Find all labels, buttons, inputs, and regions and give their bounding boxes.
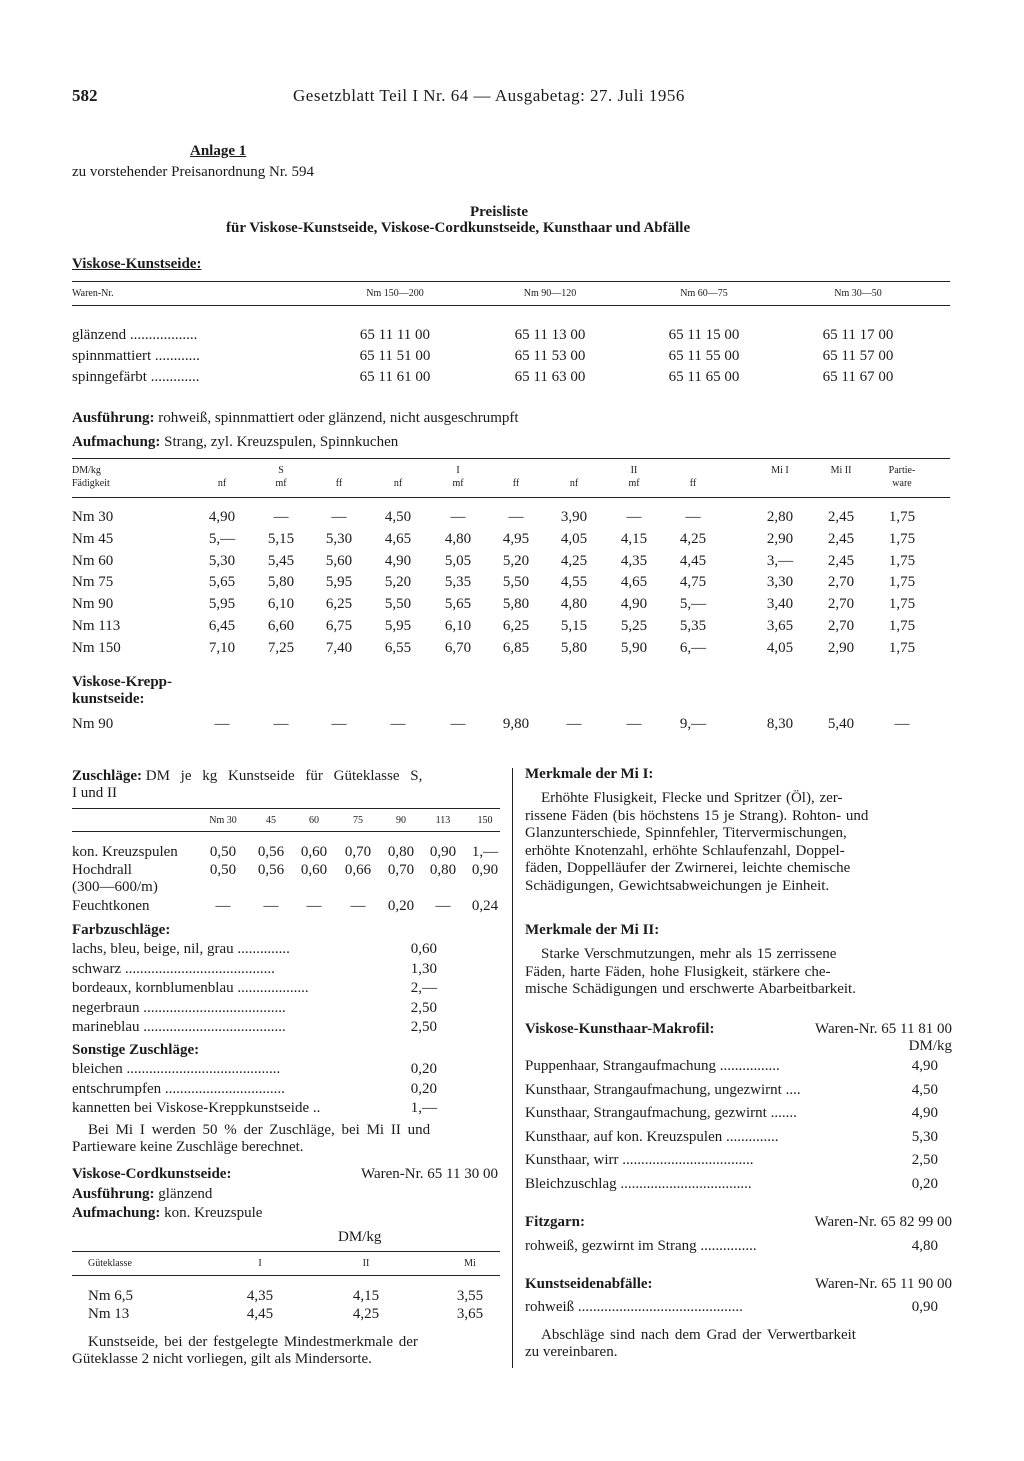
- table2-cell: 7,10: [208, 640, 236, 656]
- zuschlaege-cell: 0,66: [344, 862, 372, 878]
- table2-cell: 5,50: [502, 574, 530, 590]
- table2-cell: 2,45: [827, 509, 855, 525]
- table2-cell: —: [626, 509, 642, 525]
- table2-cell: 5,50: [384, 596, 412, 612]
- table2-cell: 4,25: [560, 553, 588, 569]
- aufmachung-text: Strang, zyl. Kreuzspulen, Spinnkuchen: [164, 434, 399, 450]
- zuschlaege-cell: 0,60: [300, 862, 328, 878]
- zuschlaege-note-2: Partieware keine Zuschläge berechnet.: [72, 1139, 304, 1155]
- table1-row-label: spinngefärbt .............: [72, 369, 200, 385]
- farbzuschlaege-heading: Farbzuschläge:: [72, 922, 171, 938]
- table2-cell: 5,80: [502, 596, 530, 612]
- cord-head-gueteklasse: Güteklasse: [88, 1258, 132, 1269]
- table2-subheader: ff: [335, 478, 343, 489]
- farb-item-label: negerbraun ......................................: [72, 999, 286, 1016]
- zuschlaege-col-header: 75: [353, 815, 363, 826]
- table1-row-label: spinnmattiert ............: [72, 348, 200, 364]
- krepp-cell: 9,—: [679, 716, 707, 732]
- table2-cell: 5,—: [208, 531, 236, 547]
- cord-footnote-2: Güteklasse 2 nicht vorliegen, gilt als Mindersorte.: [72, 1351, 372, 1367]
- table2-head-mi1: Mi I: [771, 465, 789, 476]
- table2-cell: 4,15: [620, 531, 648, 547]
- zuschlaege-cell: 0,80: [429, 862, 457, 878]
- table1-cell: 65 11 67 00: [822, 369, 894, 385]
- ausfuehrung-label: Ausführung:: [72, 410, 155, 426]
- zuschlaege-cell: 0,90: [429, 844, 457, 860]
- zuschlaege-top-rule: [72, 808, 500, 809]
- zuschlaege-cell: 0,70: [344, 844, 372, 860]
- zuschlaege-heading-line2: I und II: [72, 785, 117, 801]
- table1-header-col2: Nm 90—120: [523, 288, 577, 299]
- table2-head-partie-2: ware: [892, 478, 912, 489]
- krepp-cell: 8,30: [766, 716, 794, 732]
- cord-cell: 3,65: [456, 1306, 484, 1322]
- table2-subheader: mf: [275, 478, 287, 489]
- table2-cell: 4,50: [384, 509, 412, 525]
- farb-item-value: 2,—: [410, 980, 437, 996]
- table2-cell: —: [685, 509, 701, 525]
- table1-cell: 65 11 65 00: [668, 369, 740, 385]
- table2-cell: 6,25: [325, 596, 353, 612]
- sonst-item-label: entschrumpfen ................................: [72, 1080, 285, 1097]
- ausfuehrung-line: [72, 410, 519, 427]
- table2-cell: 5,65: [208, 574, 236, 590]
- farb-item-label: lachs, bleu, beige, nil, grau ..............: [72, 941, 290, 957]
- zuschlaege-header-rule: [72, 831, 500, 832]
- table2-cell: 1,75: [888, 574, 916, 590]
- zuschlaege-cell: 0,50: [209, 844, 237, 860]
- zuschlaege-col-header: 60: [309, 815, 319, 826]
- table2-cell: 4,55: [560, 574, 588, 590]
- abfaelle-heading: Kunstseidenabfälle:: [525, 1276, 653, 1292]
- table2-cell: 1,75: [888, 531, 916, 547]
- zuschlaege-note-1: Bei Mi I werden 50 % der Zuschläge, bei Mi II und: [88, 1122, 431, 1138]
- zuschlaege-heading-label: Zuschläge:: [72, 768, 143, 784]
- fitzgarn-label: rohweiß, gezwirnt im Strang ...............: [525, 1238, 757, 1254]
- zuschlaege-cell: —: [350, 898, 366, 914]
- cord-footnote-1: Kunstseide, bei der festgelegte Mindestmerkmale der: [88, 1334, 418, 1350]
- table1-cell: 65 11 63 00: [514, 369, 586, 385]
- table2-cell: 5,05: [444, 553, 472, 569]
- cord-aufmachung-label: Aufmachung:: [72, 1205, 161, 1221]
- makro-item-label: Puppenhaar, Strangaufmachung ................: [525, 1058, 780, 1074]
- table2-cell: —: [273, 509, 289, 525]
- paragraph-line: erhöhte Knotenzahl, erhöhte Schlaufenzahl, Doppel-: [525, 842, 845, 859]
- paragraph-line: Glanzunterschiede, Spinnfehler, Titervermischungen,: [525, 825, 847, 841]
- table2-top-rule: [72, 458, 950, 459]
- table2-head-mi2: Mi II: [830, 465, 852, 476]
- zuschlaege-cell: 0,80: [387, 844, 415, 860]
- krepp-heading-1: Viskose-Krepp-: [72, 674, 173, 690]
- cord-ausfuehrung: [72, 1186, 212, 1203]
- zuschlaege-col-header: 45: [266, 815, 276, 826]
- makro-item-label: Bleichzuschlag ...................................: [525, 1175, 752, 1192]
- table2-subheader: nf: [217, 478, 227, 489]
- makro-item-value: 2,50: [911, 1152, 938, 1168]
- cord-cell: 4,45: [246, 1306, 274, 1322]
- table2-cell: 2,45: [827, 531, 855, 547]
- page-number: 582: [72, 86, 98, 105]
- zuschlaege-row-label: Hochdrall: [72, 862, 132, 878]
- table2-subheader: mf: [628, 478, 640, 489]
- table2-head-dmkg: DM/kg: [72, 465, 101, 476]
- table2-cell: 6,60: [267, 618, 295, 634]
- paragraph-line: Fäden, harte Fäden, hohe Flusigkeit, stärkere che-: [525, 963, 831, 980]
- zuschlaege-cell: —: [215, 898, 231, 914]
- table2-subheader: ff: [689, 478, 697, 489]
- table2-cell: 4,95: [502, 531, 530, 547]
- cord-unit: DM/kg: [338, 1229, 382, 1245]
- table1-cell: 65 11 61 00: [359, 369, 431, 385]
- table2-cell: 2,70: [827, 574, 855, 590]
- fitzgarn-heading: Fitzgarn:: [525, 1214, 585, 1230]
- zuschlaege-cell: 0,90: [471, 862, 499, 878]
- table2-cell: 4,65: [384, 531, 412, 547]
- table2-cell: 6,75: [325, 618, 353, 634]
- table1-cell: 65 11 53 00: [514, 348, 586, 364]
- cord-row-label: Nm 13: [88, 1306, 130, 1322]
- table2-cell: 4,25: [679, 531, 707, 547]
- table2-cell: 5,25: [620, 618, 648, 634]
- sonst-item-value: 1,—: [410, 1100, 437, 1116]
- table1-top-rule: [72, 281, 950, 282]
- paragraph-line: fäden, Doppelläufer der Zwirnerei, leichte chemische: [525, 860, 851, 876]
- table2-cell: 3,65: [766, 618, 794, 634]
- farb-item-label: bordeaux, kornblumenblau ...................: [72, 980, 309, 996]
- table2-cell: 5,20: [502, 553, 530, 569]
- table2-cell: 4,45: [679, 553, 707, 569]
- preisliste-title: Preisliste: [470, 204, 529, 220]
- table2-cell: 4,65: [620, 574, 648, 590]
- table2-cell: 4,80: [560, 596, 588, 612]
- cord-waren-nr: Waren-Nr. 65 11 30 00: [361, 1166, 498, 1182]
- table2-cell: 7,25: [267, 640, 295, 656]
- table1-cell: 65 11 55 00: [668, 348, 740, 364]
- table2-subheader: mf: [452, 478, 464, 489]
- paragraph-line: mische Schädigungen und erschwerte Abarbeitbarkeit.: [525, 981, 856, 997]
- table2-cell: 7,40: [325, 640, 353, 656]
- zuschlaege-cell: —: [306, 898, 322, 914]
- table2-cell: 6,85: [502, 640, 530, 656]
- cord-header-rule: [72, 1275, 500, 1276]
- cord-cell: 3,55: [456, 1288, 484, 1304]
- table2-cell: 4,05: [560, 531, 588, 547]
- paragraph-line: Schädigungen, Gewichtsabweichungen je Einheit.: [525, 877, 830, 894]
- cord-head-mi: Mi: [464, 1258, 476, 1269]
- zuschlaege-cell: 0,50: [209, 862, 237, 878]
- cord-heading: Viskose-Cordkunstseide:: [72, 1166, 232, 1182]
- cord-aufmachung: [72, 1205, 262, 1222]
- abfaelle-waren-nr: Waren-Nr. 65 11 90 00: [815, 1276, 952, 1292]
- paragraph-line: Erhöhte Flusigkeit, Flecke und Spritzer (Öl), zer-: [541, 790, 843, 806]
- table2-cell: 5,80: [267, 574, 295, 590]
- table2-row-label: Nm 75: [72, 574, 114, 590]
- cord-cell: 4,35: [246, 1288, 274, 1304]
- table2-cell: —: [331, 509, 347, 525]
- aufmachung-label: Aufmachung:: [72, 434, 161, 450]
- abschlag-line-1: Abschläge sind nach dem Grad der Verwertbarkeit: [541, 1327, 856, 1343]
- makro-heading: Viskose-Kunsthaar-Makrofil:: [525, 1021, 715, 1037]
- makro-item-label: Kunsthaar, Strangaufmachung, gezwirnt .......: [525, 1105, 797, 1121]
- makro-item-value: 4,90: [911, 1058, 938, 1074]
- table1-header-col3: Nm 60—75: [680, 288, 728, 299]
- zuschlaege-heading: [72, 768, 422, 785]
- table2-cell: 5,90: [620, 640, 648, 656]
- abfaelle-label: rohweiß ............................................: [525, 1299, 743, 1315]
- table2-cell: —: [450, 509, 466, 525]
- table2-cell: 5,35: [679, 618, 707, 634]
- zuschlaege-cell: 1,—: [471, 844, 499, 860]
- table2-cell: 4,35: [620, 553, 648, 569]
- table2-cell: 2,45: [827, 553, 855, 569]
- anlage-title: Anlage 1: [190, 143, 247, 159]
- farb-item-value: 0,60: [410, 941, 437, 957]
- cord-ausfuehrung-label: Ausführung:: [72, 1186, 155, 1202]
- farb-item-value: 2,50: [410, 999, 437, 1016]
- sonst-item-value: 0,20: [410, 1080, 437, 1097]
- table1-header-rule: [72, 305, 950, 306]
- table2-group-label: S: [278, 465, 284, 476]
- paragraph-line: rissene Fäden (bis höchstens 15 je Strang). Rohton- und: [525, 807, 869, 824]
- table2-row-label: Nm 150: [72, 640, 121, 656]
- table2-cell: 1,75: [888, 509, 916, 525]
- fitzgarn-value: 4,80: [911, 1238, 938, 1254]
- page-header-title: Gesetzblatt Teil I Nr. 64 — Ausgabetag: 27. Juli 1956: [293, 86, 685, 105]
- table2-cell: 5,95: [325, 574, 353, 590]
- table2-cell: 1,75: [888, 618, 916, 634]
- table2-group-label: I: [456, 465, 460, 476]
- farb-item-value: 2,50: [410, 1019, 437, 1035]
- column-divider: [512, 768, 513, 1368]
- ausfuehrung-text: rohweiß, spinnmattiert oder glänzend, nicht ausgeschrumpft: [158, 410, 519, 426]
- makro-unit: DM/kg: [908, 1038, 952, 1054]
- krepp-cell: —: [214, 716, 230, 732]
- cord-aufmachung-text: kon. Kreuzspule: [164, 1205, 263, 1221]
- table2-cell: 3,—: [766, 553, 794, 569]
- krepp-cell: 5,40: [827, 716, 855, 732]
- table2-cell: 5,95: [384, 618, 412, 634]
- table2-cell: 5,30: [325, 531, 353, 547]
- table2-cell: 4,90: [208, 509, 236, 525]
- zuschlaege-cell: 0,56: [257, 862, 285, 878]
- farb-item-label: marineblau ......................................: [72, 1019, 286, 1035]
- krepp-cell: —: [273, 716, 289, 732]
- table2-row-label: Nm 30: [72, 509, 114, 525]
- table2-cell: 2,90: [827, 640, 855, 656]
- anlage-subtitle: zu vorstehender Preisanordnung Nr. 594: [72, 164, 315, 180]
- cord-cell: 4,25: [352, 1306, 380, 1322]
- sonst-item-value: 0,20: [410, 1061, 437, 1077]
- zuschlaege-col-header: 113: [435, 815, 451, 826]
- table2-cell: 5,80: [560, 640, 588, 656]
- table2-cell: 2,90: [766, 531, 794, 547]
- krepp-cell: —: [894, 716, 910, 732]
- table2-subheader: nf: [569, 478, 579, 489]
- table2-cell: —: [508, 509, 524, 525]
- zuschlaege-heading-text: DM je kg Kunstseide für Güteklasse S,: [145, 768, 423, 784]
- viskose-heading: Viskose-Kunstseide:: [72, 256, 202, 272]
- makro-item-label: Kunsthaar, auf kon. Kreuzspulen ..............: [525, 1128, 779, 1145]
- table2-row-label: Nm 45: [72, 531, 114, 547]
- mi2-heading: Merkmale der Mi II:: [525, 922, 660, 938]
- table2-header-rule: [72, 497, 950, 498]
- zuschlaege-row-label: kon. Kreuzspulen: [72, 844, 178, 860]
- zuschlaege-col-header: Nm 30: [209, 815, 237, 826]
- zuschlaege-row-label-2: (300—600/m): [72, 879, 158, 895]
- table1-cell: 65 11 11 00: [359, 327, 431, 343]
- table2-cell: 5,35: [444, 574, 472, 590]
- abfaelle-value: 0,90: [911, 1299, 938, 1315]
- krepp-heading-2: kunstseide:: [72, 691, 145, 707]
- table2-row-label: Nm 90: [72, 596, 114, 612]
- table1-header-col1: Nm 150—200: [366, 288, 424, 299]
- table2-cell: 5,60: [325, 553, 353, 569]
- krepp-row-label: Nm 90: [72, 716, 114, 732]
- makro-waren-nr: Waren-Nr. 65 11 81 00: [815, 1021, 952, 1037]
- table2-cell: 1,75: [888, 596, 916, 612]
- zuschlaege-cell: 0,20: [387, 898, 415, 914]
- table1-cell: 65 11 57 00: [822, 348, 894, 364]
- makro-item-value: 0,20: [911, 1175, 938, 1192]
- table2-cell: 6,55: [384, 640, 412, 656]
- table1-cell: 65 11 17 00: [822, 327, 894, 343]
- table1-cell: 65 11 13 00: [514, 327, 586, 343]
- table1-header-waren: Waren-Nr.: [72, 288, 114, 299]
- makro-item-value: 5,30: [911, 1128, 938, 1145]
- cord-top-rule: [72, 1251, 500, 1252]
- table2-cell: 5,45: [267, 553, 295, 569]
- makro-item-label: Kunsthaar, Strangaufmachung, ungezwirnt ....: [525, 1081, 801, 1098]
- krepp-cell: —: [566, 716, 582, 732]
- table1-header-col4: Nm 30—50: [834, 288, 882, 299]
- table2-subheader: ff: [512, 478, 520, 489]
- table2-row-label: Nm 113: [72, 618, 121, 634]
- table1-cell: 65 11 15 00: [668, 327, 740, 343]
- table2-cell: 4,05: [766, 640, 794, 656]
- table2-cell: 4,90: [384, 553, 412, 569]
- zuschlaege-cell: 0,70: [387, 862, 415, 878]
- table2-cell: 5,30: [208, 553, 236, 569]
- table2-cell: 4,75: [679, 574, 707, 590]
- cord-ausfuehrung-text: glänzend: [158, 1186, 213, 1202]
- table2-cell: 5,20: [384, 574, 412, 590]
- sonst-item-label: bleichen .........................................: [72, 1061, 281, 1077]
- table2-subheader: nf: [393, 478, 403, 489]
- zuschlaege-col-header: 150: [477, 815, 493, 826]
- zuschlaege-cell: 0,56: [257, 844, 285, 860]
- table1-cell: 65 11 51 00: [359, 348, 431, 364]
- table2-cell: 5,15: [560, 618, 588, 634]
- cord-row-label: Nm 6,5: [88, 1288, 133, 1304]
- farb-item-label: schwarz ........................................: [72, 960, 275, 977]
- makro-item-label: Kunsthaar, wirr ...................................: [525, 1152, 754, 1168]
- makro-item-value: 4,90: [911, 1105, 938, 1121]
- table2-cell: 3,90: [560, 509, 588, 525]
- farb-item-value: 1,30: [410, 960, 437, 977]
- table2-head-partie-1: Partie-: [888, 465, 916, 476]
- table2-cell: 1,75: [888, 640, 916, 656]
- table2-row-label: Nm 60: [72, 553, 114, 569]
- paragraph-line: Starke Verschmutzungen, mehr als 15 zerrissene: [541, 946, 837, 962]
- sonstige-heading: Sonstige Zuschläge:: [72, 1042, 200, 1058]
- zuschlaege-row-label: Feuchtkonen: [72, 898, 150, 914]
- table2-cell: 3,30: [766, 574, 794, 590]
- table2-cell: 3,40: [766, 596, 794, 612]
- sonst-item-label: kannetten bei Viskose-Kreppkunstseide ..: [72, 1100, 321, 1116]
- krepp-cell: —: [450, 716, 466, 732]
- table2-cell: 5,65: [444, 596, 472, 612]
- table2-cell: 6,70: [444, 640, 472, 656]
- cord-cell: 4,15: [352, 1288, 380, 1304]
- table1-row-label: glänzend ..................: [72, 327, 198, 343]
- table2-cell: 6,—: [679, 640, 707, 656]
- makro-item-value: 4,50: [911, 1081, 938, 1098]
- krepp-cell: —: [331, 716, 347, 732]
- table2-cell: 4,80: [444, 531, 472, 547]
- fitzgarn-waren-nr: Waren-Nr. 65 82 99 00: [814, 1214, 952, 1230]
- table2-cell: 6,25: [502, 618, 530, 634]
- table2-cell: 2,70: [827, 618, 855, 634]
- table2-group-label: II: [630, 465, 638, 476]
- table2-cell: 6,45: [208, 618, 236, 634]
- cord-head-i: I: [258, 1258, 262, 1269]
- zuschlaege-cell: —: [435, 898, 451, 914]
- table2-cell: 2,80: [766, 509, 794, 525]
- table2-cell: 5,95: [208, 596, 236, 612]
- table2-cell: 1,75: [888, 553, 916, 569]
- zuschlaege-cell: 0,60: [300, 844, 328, 860]
- krepp-cell: —: [626, 716, 642, 732]
- table2-cell: 4,90: [620, 596, 648, 612]
- table2-cell: 6,10: [267, 596, 295, 612]
- table2-cell: 5,15: [267, 531, 295, 547]
- table2-cell: 5,—: [679, 596, 707, 612]
- krepp-cell: 9,80: [502, 716, 530, 732]
- aufmachung-line: [72, 434, 398, 451]
- cord-head-ii: II: [362, 1258, 370, 1269]
- preisliste-subtitle: für Viskose-Kunstseide, Viskose-Cordkunstseide, Kunsthaar und Abfälle: [226, 220, 691, 236]
- zuschlaege-col-header: 90: [396, 815, 406, 826]
- table2-head-faedigkeit: Fädigkeit: [72, 478, 110, 489]
- mi1-heading: Merkmale der Mi I:: [525, 766, 654, 782]
- table2-cell: 6,10: [444, 618, 472, 634]
- abschlag-line-2: zu vereinbaren.: [525, 1344, 618, 1360]
- krepp-cell: —: [390, 716, 406, 732]
- zuschlaege-cell: 0,24: [471, 898, 499, 914]
- table2-cell: 2,70: [827, 596, 855, 612]
- zuschlaege-cell: —: [263, 898, 279, 914]
